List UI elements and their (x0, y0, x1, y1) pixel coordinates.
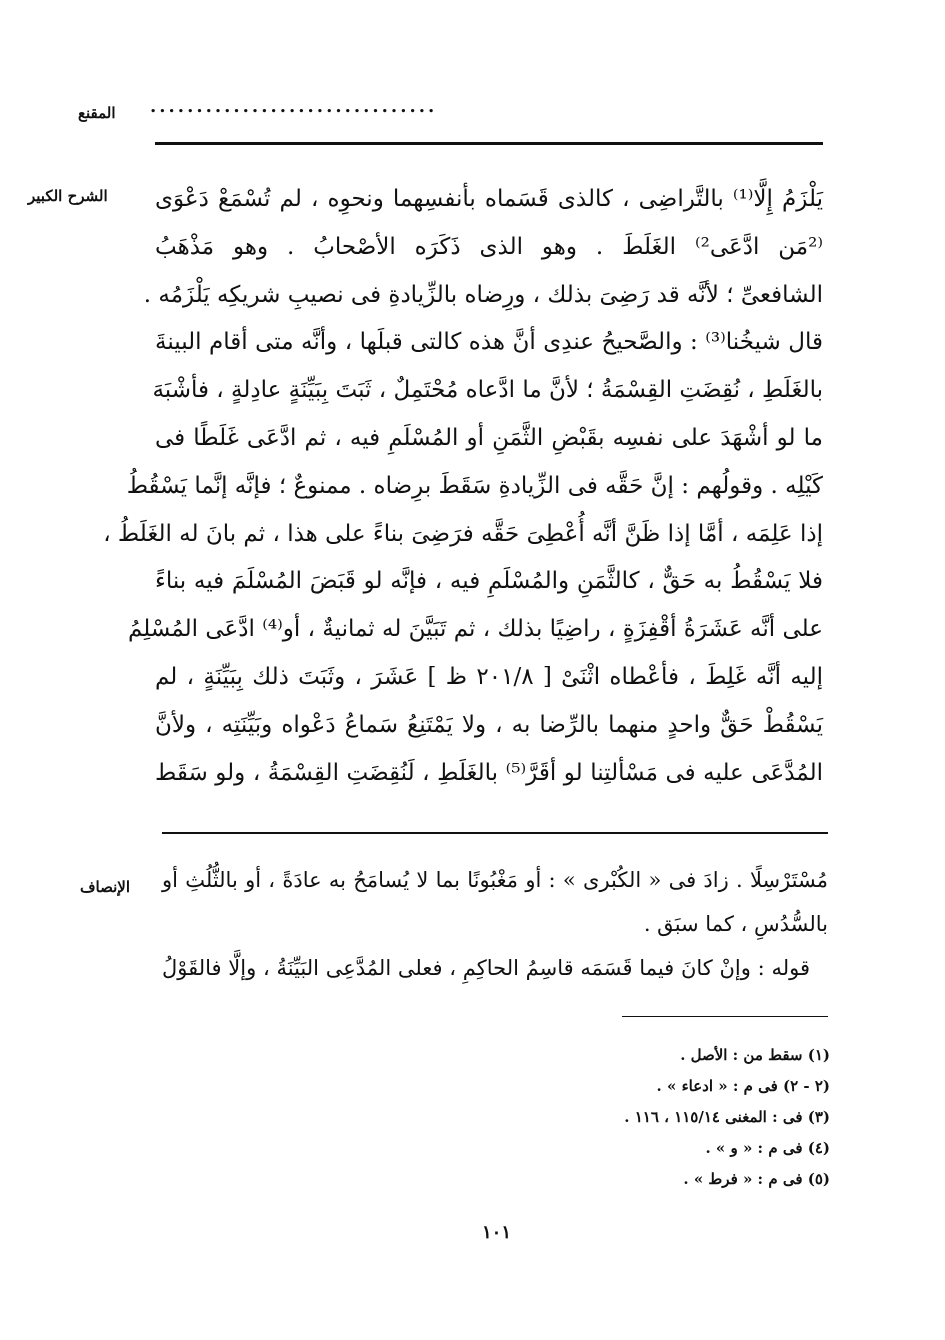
sharh-line: الشافعىِّ ؛ لأنَّه قد رَضِىَ بذلك ، ورِضاه بالزِّيادةِ فى نصيبِ شريكِه يَلْزَمُه . (143, 281, 823, 308)
side-label-sharh: الشرح الكبير (28, 187, 108, 205)
sharh-line: كَيْلِه . وقولُهم : إنَّ حَقَّه فى الزِّيادةِ سَقَطَ برِضاه . ممنوعٌ ؛ فإنَّه إنَّما يَسْقُطُ (126, 472, 823, 499)
page-number: ١٠١ (482, 1222, 512, 1243)
footnote: (٢ - ٢) فى م : « ادعاء » . (656, 1077, 830, 1095)
sharh-line: يَلْزَمُ إِلَّا⁽¹⁾ بالتَّراضِى ، كالذى قَسَماه بأنفسِهما ونحوِه ، لم تُسْمَعْ دَعْوَى (155, 186, 823, 212)
insaf-line: بالسُّدُسِ ، كما سبَق . (643, 912, 828, 936)
footnote: (١) سقط من : الأصل . (680, 1046, 830, 1064)
sharh-line: بالغَلَطِ ، نُقِضَتِ القِسْمَةُ ؛ لأنَّ ما ادَّعاه مُحْتَمِلٌ ، ثَبَتَ بِبَيِّنَةٍ عادِلةٍ ، فأشْبَهَ (152, 377, 823, 404)
sharh-text-block (103, 176, 823, 797)
insaf-line: قوله : وإنْ كانَ فيما قَسَمَه قاسِمُ الحاكِمِ ، فعلى المُدَّعِى البَيِّنَةُ ، وإلَّا فالقَوْلُ (162, 956, 810, 980)
insaf-line: مُسْتَرْسِلًا . زادَ فى « الكُبْرى » : أو مَغْبُونًا بما لا يُسامَحُ به عادَةً ، أو بالثُّلُثِ أو (162, 868, 828, 892)
sharh-line: إليه أنَّه غَلِطَ ، فأعْطاه اثْنَىْ [ ٢٠١/٨ ظ ] عَشَرَ ، وثَبَتَ ذلك بِبَيِّنَةٍ ، لم (155, 663, 823, 690)
sharh-line: ما لو أشْهَدَ على نفسِه بقَبْضِ الثَّمَنِ أو المُسْلَمِ فيه ، ثم ادَّعَى غَلَطًا فى (155, 424, 823, 451)
footnote: (٥) فى م : « فرط » . (683, 1170, 830, 1188)
footnote: (٣) فى : المغنى ١١٥/١٤ ، ١١٦ . (624, 1108, 830, 1126)
header-rule (155, 142, 823, 145)
sharh-line: قال شيخُنا⁽³⁾ : والصَّحيحُ عندِى أنَّ هذه كالتى قبلَها ، وأنَّه متى أقام البينةَ (155, 329, 823, 356)
sharh-line: على أنَّه عَشَرَةُ أقْفِزَةٍ ، راضِيًا بذلك ، ثم تَبَيَّنَ له ثمانيةٌ ، أو⁽⁴⁾ ادَّعَى المُسْلِمُ (127, 616, 823, 643)
running-title: المقنع (78, 104, 116, 122)
footnote-rule (622, 1016, 828, 1017)
sharh-line: إذا عَلِمَه ، أمَّا إذا ظَنَّ أنَّه أُعْطِىَ حَقَّه فرَضِىَ بناءً على هذا ، ثم بانَ له الغَلَطُ ، (103, 520, 823, 547)
sharh-line: المُدَّعَى عليه فى مَسْألتِنا لو أقَرَّ⁽⁵⁾ بالغَلَطِ ، لَنُقِضَتِ القِسْمَةُ ، ولو سَقَط (155, 759, 823, 786)
footnote: (٤) فى م : « و » . (705, 1139, 830, 1157)
insaf-text-block (162, 858, 828, 990)
side-label-insaf: الإنصاف (80, 878, 131, 896)
sharh-line: فلا يَسْقُطُ به حَقٌّ ، كالثَّمَنِ والمُسْلَمِ فيه ، فإنَّه لو قَبَضَ المُسْلَمَ فيه بناءً (155, 568, 823, 595)
sharh-line: يَسْقُطْ حَقٌّ واحدٍ منهما بالرِّضا به ، ولا يَمْتَنِعُ سَماعُ دَعْواه وبَيِّنَتِه ، ولأنَّ (155, 711, 823, 738)
sharh-line: ⁽²مَن ادَّعَى²⁾ الغَلَطَ . وهو الذى ذَكَرَه الأصْحابُ . وهو مَذْهَبُ (155, 233, 823, 260)
footnotes (560, 1040, 830, 1195)
header-dot-leader: ............................... (150, 96, 438, 117)
section-divider (162, 832, 828, 834)
